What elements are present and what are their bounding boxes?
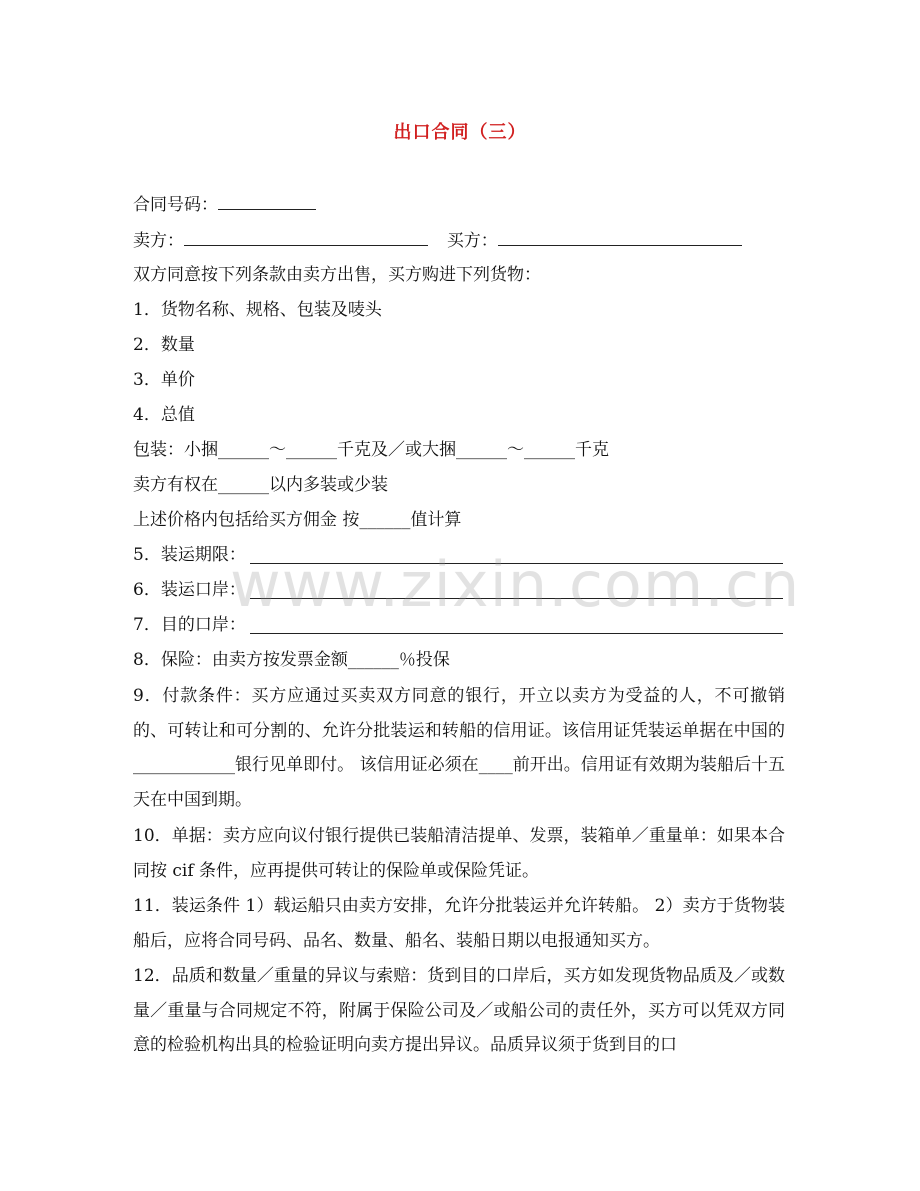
- item-8: 8．保险：由卖方按发票金额______％投保: [133, 650, 450, 670]
- watermark: www.zixin.com.cn: [230, 548, 801, 621]
- item-9-payment: 9．付款条件：买方应通过买卖双方同意的银行，开立以卖方为受益的人，不可撤销的、可转让和可分割的、允许分批装运和转船的信用证。该信用证凭装运单据在中国的____________银行见单即付。 该信用证必须在____前开出。信用证有效期为装船后十五天在中国到期。: [133, 686, 785, 811]
- item-11-shipment: 11．装运条件 1）载运船只由卖方安排，允许分批装运并允许转船。 2）卖方于货物装船后，应将合同号码、品名、数量、船名、装船日期以电报通知买方。: [133, 896, 785, 951]
- contract-no-blank[interactable]: [218, 193, 316, 210]
- item-7-label: 7．目的口岸：: [133, 615, 246, 635]
- seller-label: 卖方：: [133, 231, 184, 251]
- destination-port-blank[interactable]: [250, 633, 783, 634]
- item-1: 1．货物名称、规格、包装及唛头: [133, 300, 382, 320]
- item-5-label: 5．装运期限：: [133, 545, 246, 565]
- document-title: 出口合同（三）: [393, 122, 527, 143]
- item-10-documents: 10．单据：卖方应向议付银行提供已装船清洁提单、发票，装箱单／重量单：如果本合同按 cif 条件，应再提供可转让的保险单或保险凭证。: [133, 826, 785, 881]
- item-6-label: 6．装运口岸：: [133, 580, 246, 600]
- intro-text: 双方同意按下列条款由卖方出售，买方购进下列货物：: [133, 265, 541, 285]
- packing-text: 包装：小捆______～______千克及／或大捆______～______千克: [133, 440, 609, 460]
- buyer-label: 买方：: [446, 231, 498, 251]
- more-less-text: 卖方有权在______以内多装或少装: [133, 475, 388, 495]
- item-2: 2．数量: [133, 335, 195, 355]
- item-3: 3．单价: [133, 370, 195, 390]
- buyer-blank[interactable]: [498, 229, 742, 246]
- commission-text: 上述价格内包括给买方佣金 按______值计算: [133, 510, 462, 530]
- parties-row: [133, 228, 742, 254]
- item-4: 4．总值: [133, 405, 195, 425]
- seller-blank[interactable]: [184, 229, 428, 246]
- item-12-claims: 12．品质和数量／重量的异议与索赔：货到目的口岸后，买方如发现货物品质及／或数量／重量与合同规定不符，附属于保险公司及／或船公司的责任外，买方可以凭双方同意的检验机构出具的检验证明向卖方提出异议。品质异议须于货到目的口: [133, 966, 785, 1056]
- contract-no-row: [133, 192, 316, 218]
- contract-no-label: 合同号码：: [133, 195, 218, 215]
